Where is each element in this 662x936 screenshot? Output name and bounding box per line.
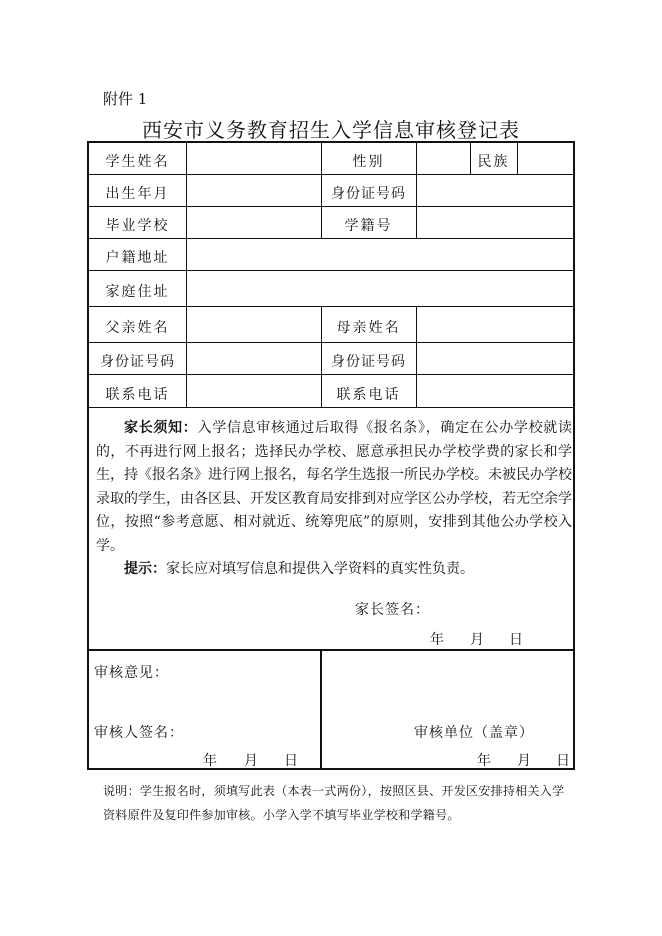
tip-text: 家长应对填写信息和提供入学资料的真实性负责。: [166, 561, 474, 577]
unit-date-year: 年: [477, 753, 491, 769]
label-ethnicity: 民族: [477, 154, 510, 170]
parent-signature-label: 家长签名：: [355, 602, 430, 618]
label-home-address: 家庭住址: [105, 284, 170, 300]
row-divider: [89, 270, 573, 271]
label-gender: 性别: [352, 154, 385, 170]
parent-date-year: 年: [430, 632, 444, 648]
review-divider: [320, 649, 322, 770]
section-divider: [89, 649, 573, 651]
row-divider: [89, 342, 573, 343]
registration-form: [87, 141, 575, 770]
review-opinion-label: 审核意见：: [94, 665, 169, 681]
attachment-label: 附件 1: [103, 90, 148, 108]
reviewer-date-month: 月: [244, 753, 258, 769]
form-title: 西安市义务教育招生入学信息审核登记表: [142, 118, 520, 142]
footnote: 说明：学生报名时，须填写此表（本表一式两份），按照区县、开发区安排持相关入学资料原件及复印件参加审核。小学入学不填写毕业学校和学籍号。: [103, 784, 565, 822]
label-registered-address: 户籍地址: [105, 250, 170, 266]
label-father-id: 身份证号码: [100, 354, 175, 370]
label-father-phone: 联系电话: [105, 387, 170, 403]
label-mother-id: 身份证号码: [331, 354, 406, 370]
label-birth-date: 出生年月: [105, 186, 170, 202]
parent-date-day: 日: [509, 632, 523, 648]
review-unit-label: 审核单位（盖章）: [414, 725, 534, 741]
label-student-number: 学籍号: [344, 218, 393, 234]
row-divider: [89, 206, 573, 207]
label-student-name: 学生姓名: [105, 154, 170, 170]
col-divider: [517, 143, 518, 174]
row-divider: [89, 374, 573, 375]
label-mother-phone: 联系电话: [336, 387, 401, 403]
label-mother-name: 母亲姓名: [336, 320, 401, 336]
reviewer-date-day: 日: [284, 753, 298, 769]
notice-text: 入学信息审核通过后取得《报名条》，确定在公办学校就读的，不再进行网上报名；选择民办学校、愿意承担民办学校学费的家长和学生，持《报名条》进行网上报名，每名学生选报一所民办学校。未被民办学校录取的学生，由各区县、开发区教育局安排到对应学区公办学校，若无空余学位，按照“参考意愿、相对就近、统筹兜底”的原则，安排到其他公办学校入学。: [96, 420, 572, 554]
parent-date-month: 月: [470, 632, 484, 648]
parent-notice: [96, 417, 572, 582]
unit-date-day: 日: [556, 753, 570, 769]
unit-date-month: 月: [517, 753, 531, 769]
label-graduated-school: 毕业学校: [105, 218, 170, 234]
col-divider: [186, 143, 187, 407]
row-divider: [89, 238, 573, 239]
notice-label: 家长须知：: [124, 420, 198, 436]
row-divider: [89, 407, 573, 408]
tip-label: 提示：: [124, 561, 166, 577]
label-father-name: 父亲姓名: [105, 320, 170, 336]
col-divider: [416, 306, 417, 407]
reviewer-date-year: 年: [203, 753, 217, 769]
label-id-number: 身份证号码: [331, 186, 406, 202]
row-divider: [89, 306, 573, 307]
reviewer-signature-label: 审核人签名：: [94, 725, 184, 741]
row-divider: [89, 174, 573, 175]
col-divider: [416, 143, 417, 238]
